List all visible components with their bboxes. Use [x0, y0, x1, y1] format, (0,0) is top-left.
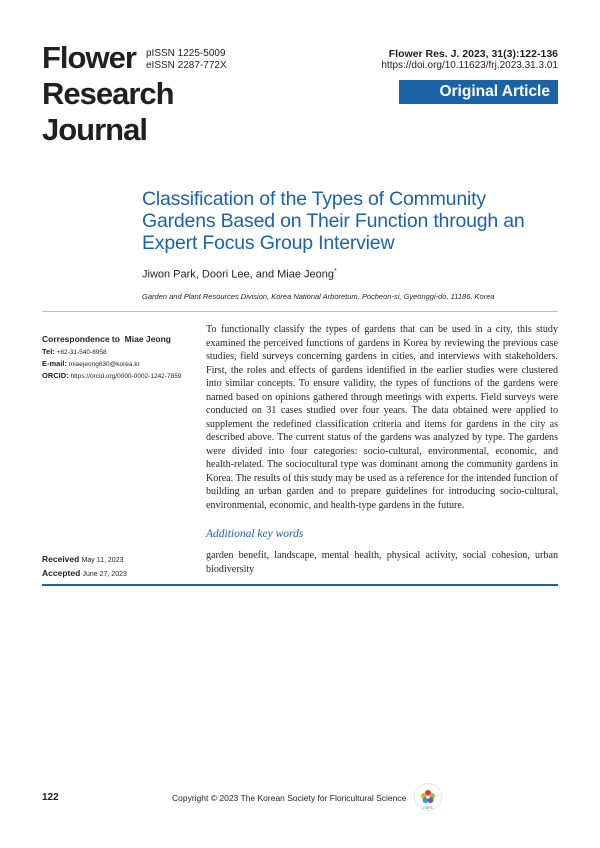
journal-name-line3: Journal	[42, 112, 147, 147]
accepted-date: June 27, 2023	[82, 571, 127, 578]
dates-block	[42, 553, 127, 581]
correspondence-label: Correspondence to	[42, 334, 120, 344]
email-label: E-mail:	[42, 359, 68, 368]
copyright: Copyright © 2023 The Korean Society for Floricultural Science	[172, 793, 407, 803]
issn-block	[146, 48, 227, 72]
corresponding-mark: *	[334, 268, 337, 275]
correspondence-name: Miae Jeong	[124, 334, 171, 344]
citation-block	[381, 48, 558, 72]
accepted-line	[42, 567, 127, 581]
orcid-label: ORCID:	[42, 371, 69, 380]
article-title: Classification of the Types of Community Gardens Based on Their Function through an Expert Focus Group Interview	[142, 188, 525, 254]
authors	[142, 268, 337, 281]
citation: Flower Res. J. 2023, 31(3):122-136	[388, 48, 558, 60]
received-label: Received	[42, 554, 80, 564]
orcid-link[interactable]: https://orcid.org/0000-0002-1242-7859	[70, 373, 182, 380]
received-date: May 11, 2023	[81, 557, 124, 564]
author-list: Jiwon Park, Doori Lee, and Miae Jeong	[142, 268, 334, 281]
keywords-heading: Additional key words	[206, 528, 304, 540]
correspondence-heading	[42, 333, 202, 346]
tel-value: +82-31-540-8958	[56, 349, 107, 356]
tel-label: Tel:	[42, 347, 55, 356]
received-line	[42, 553, 127, 567]
abstract: To functionally classify the types of gardens that can be used in a city, this study examined the perceived functions of gardens in Korea by reviewing the previous case studies, field surveys concerning gardens in cities, and interviews with stakeholders. First, the roles and effects of gardens identified in the earlier studies were clustered into similar concepts. To ensure validity, the types of functions of the gardens were named based on opinions gathered through meetings with experts. Field surveys were conducted on 31 cases studied over four years. The data obtained were applied to supplement the redefined classification criteria and items for gardens in the city as described above. The current status of the gardens was analyzed by type. The gardens were divided into four categories: socio-cultural, environmental, economic, and health-related. The sociocultural type was dominant among the community gardens in Korea. The results of this study may be used as a reference for the intended function of building an urban garden and to prepare guidelines for introducing socio-cultural, environmental, economic, and health-type gardens in the future.	[206, 324, 558, 511]
affiliation: Garden and Plant Resources Division, Korea National Arboretum, Pocheon-si, Gyeonggi-do, 11186, Korea	[142, 292, 495, 301]
tel-line	[42, 346, 202, 358]
doi-link[interactable]: https://doi.org/10.11623/frj.2023.31.3.01	[381, 60, 558, 71]
email-line	[42, 358, 202, 370]
society-logo-text: KSFS	[423, 806, 433, 810]
journal-name-line1: Flower	[42, 40, 136, 75]
correspondence-block	[42, 333, 202, 382]
email-link[interactable]: miaejeong630@korea.kr	[68, 361, 140, 368]
keywords-text: garden benefit, landscape, mental health, physical activity, social cohesion, urban biodiversity	[206, 550, 558, 575]
page-number: 122	[42, 792, 59, 803]
society-logo-icon	[414, 783, 442, 811]
abstract-divider	[42, 584, 558, 586]
accepted-label: Accepted	[42, 568, 81, 578]
orcid-line	[42, 370, 202, 382]
eissn: eISSN 2287-772X	[146, 60, 227, 71]
pissn: pISSN 1225-5009	[146, 48, 226, 59]
journal-name-line2: Research	[42, 76, 174, 111]
header-divider	[42, 311, 558, 312]
article-type-banner: Original Article	[399, 80, 558, 104]
